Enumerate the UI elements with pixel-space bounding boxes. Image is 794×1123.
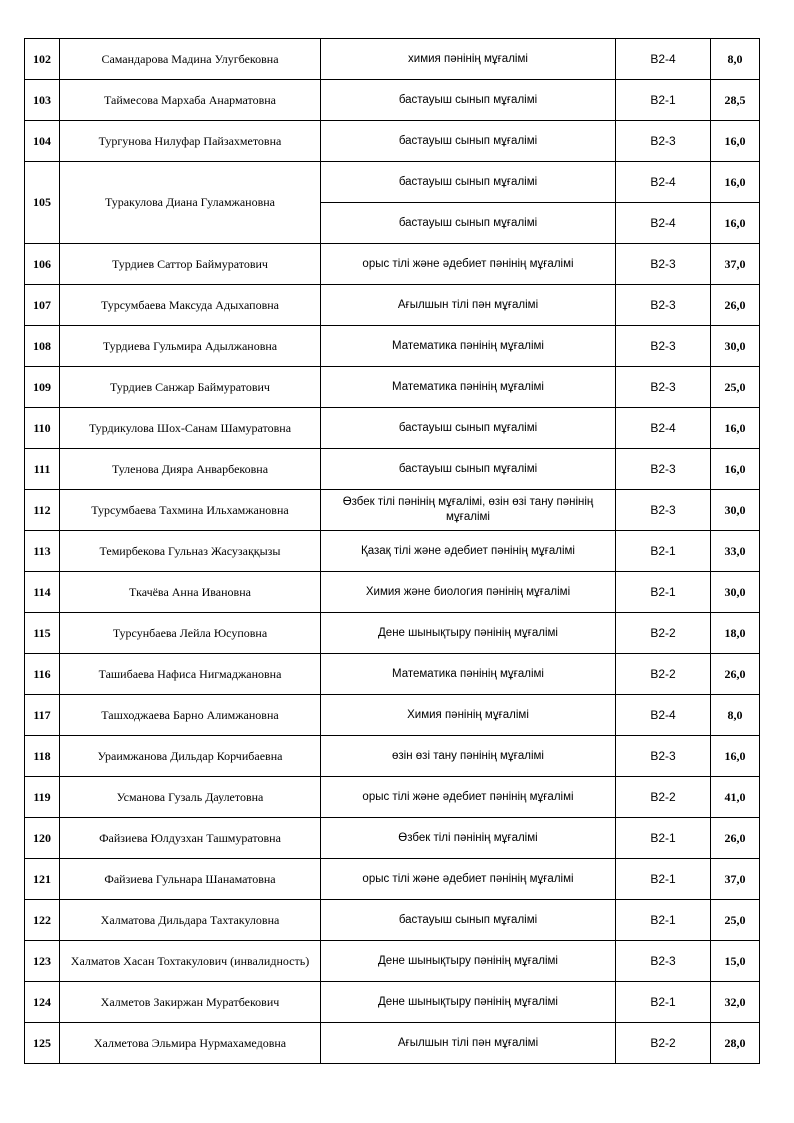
position-cell: Химия және биология пәнінің мұғалімі <box>321 572 616 613</box>
hours-cell: 16,0 <box>711 162 760 203</box>
hours-cell: 32,0 <box>711 982 760 1023</box>
row-number: 115 <box>25 613 60 654</box>
row-number: 105 <box>25 162 60 244</box>
row-number: 103 <box>25 80 60 121</box>
category-cell: В2-3 <box>616 244 711 285</box>
position-cell: бастауыш сынып мұғалімі <box>321 408 616 449</box>
position-cell: Математика пәнінің мұғалімі <box>321 654 616 695</box>
teacher-name: Халметов Закиржан Муратбекович <box>60 982 321 1023</box>
hours-cell: 33,0 <box>711 531 760 572</box>
category-cell: В2-4 <box>616 39 711 80</box>
hours-cell: 37,0 <box>711 859 760 900</box>
position-cell: Өзбек тілі пәнінің мұғалімі <box>321 818 616 859</box>
position-cell: орыс тілі және әдебиет пәнінің мұғалімі <box>321 244 616 285</box>
teacher-name: Турдиева Гульмира Адылжановна <box>60 326 321 367</box>
hours-cell: 30,0 <box>711 326 760 367</box>
position-cell: бастауыш сынып мұғалімі <box>321 449 616 490</box>
position-cell: Химия пәнінің мұғалімі <box>321 695 616 736</box>
row-number: 104 <box>25 121 60 162</box>
row-number: 116 <box>25 654 60 695</box>
table-row <box>25 39 760 80</box>
row-number: 102 <box>25 39 60 80</box>
position-cell: Ағылшын тілі пән мұғалімі <box>321 285 616 326</box>
table-row <box>25 654 760 695</box>
table-row <box>25 777 760 818</box>
position-cell: бастауыш сынып мұғалімі <box>321 80 616 121</box>
table-body <box>25 39 760 1064</box>
teacher-name: Туленова Дияра Анварбековна <box>60 449 321 490</box>
teacher-name: Турсумбаева Тахмина Ильхамжановна <box>60 490 321 531</box>
row-number: 107 <box>25 285 60 326</box>
document-page <box>24 38 759 1064</box>
position-cell: орыс тілі және әдебиет пәнінің мұғалімі <box>321 777 616 818</box>
position-cell: Дене шынықтыру пәнінің мұғалімі <box>321 613 616 654</box>
table-row <box>25 449 760 490</box>
table-row <box>25 613 760 654</box>
table-row <box>25 285 760 326</box>
hours-cell: 25,0 <box>711 367 760 408</box>
category-cell: В2-1 <box>616 982 711 1023</box>
teacher-name: Турсумбаева Максуда Адыхаповна <box>60 285 321 326</box>
position-cell: бастауыш сынып мұғалімі <box>321 203 616 244</box>
teacher-name: Турдиев Саттор Баймуратович <box>60 244 321 285</box>
category-cell: В2-2 <box>616 654 711 695</box>
row-number: 117 <box>25 695 60 736</box>
category-cell: В2-1 <box>616 859 711 900</box>
hours-cell: 30,0 <box>711 572 760 613</box>
teachers-table <box>24 38 760 1064</box>
position-cell: Дене шынықтыру пәнінің мұғалімі <box>321 941 616 982</box>
hours-cell: 25,0 <box>711 900 760 941</box>
table-row <box>25 736 760 777</box>
hours-cell: 28,5 <box>711 80 760 121</box>
teacher-name: Усманова Гузаль Даулетовна <box>60 777 321 818</box>
table-row <box>25 244 760 285</box>
table-row <box>25 982 760 1023</box>
row-number: 123 <box>25 941 60 982</box>
category-cell: В2-3 <box>616 941 711 982</box>
row-number: 120 <box>25 818 60 859</box>
row-number: 114 <box>25 572 60 613</box>
teacher-name: Турсунбаева Лейла Юсуповна <box>60 613 321 654</box>
category-cell: В2-2 <box>616 613 711 654</box>
teacher-name: Самандарова Мадина Улугбековна <box>60 39 321 80</box>
teacher-name: Тургунова Нилуфар Пайзахметовна <box>60 121 321 162</box>
table-row <box>25 818 760 859</box>
teacher-name: Турдиев Санжар Баймуратович <box>60 367 321 408</box>
table-row <box>25 162 760 203</box>
hours-cell: 15,0 <box>711 941 760 982</box>
teacher-name: Ташибаева Нафиса Нигмаджановна <box>60 654 321 695</box>
category-cell: В2-1 <box>616 80 711 121</box>
position-cell: Дене шынықтыру пәнінің мұғалімі <box>321 982 616 1023</box>
row-number: 111 <box>25 449 60 490</box>
table-row <box>25 859 760 900</box>
position-cell: Ағылшын тілі пән мұғалімі <box>321 1023 616 1064</box>
row-number: 108 <box>25 326 60 367</box>
category-cell: В2-1 <box>616 531 711 572</box>
teacher-name: Ткачёва Анна Ивановна <box>60 572 321 613</box>
row-number: 113 <box>25 531 60 572</box>
teacher-name: Темирбекова Гульназ Жасузаққызы <box>60 531 321 572</box>
row-number: 109 <box>25 367 60 408</box>
row-number: 122 <box>25 900 60 941</box>
category-cell: В2-1 <box>616 900 711 941</box>
table-row <box>25 572 760 613</box>
teacher-name: Халматова Дильдара Тахтакуловна <box>60 900 321 941</box>
row-number: 110 <box>25 408 60 449</box>
hours-cell: 37,0 <box>711 244 760 285</box>
row-number: 125 <box>25 1023 60 1064</box>
hours-cell: 18,0 <box>711 613 760 654</box>
position-cell: бастауыш сынып мұғалімі <box>321 162 616 203</box>
position-cell: Қазақ тілі және әдебиет пәнінің мұғалімі <box>321 531 616 572</box>
hours-cell: 8,0 <box>711 39 760 80</box>
row-number: 112 <box>25 490 60 531</box>
category-cell: В2-3 <box>616 121 711 162</box>
teacher-name: Ташходжаева Барно Алимжановна <box>60 695 321 736</box>
teacher-name: Файзиева Юлдузхан Ташмуратовна <box>60 818 321 859</box>
teacher-name: Таймесова Мархаба Анарматовна <box>60 80 321 121</box>
hours-cell: 26,0 <box>711 818 760 859</box>
hours-cell: 16,0 <box>711 449 760 490</box>
position-cell: Өзбек тілі пәнінің мұғалімі, өзін өзі тану пәнінің мұғалімі <box>321 490 616 531</box>
category-cell: В2-2 <box>616 1023 711 1064</box>
position-cell: химия пәнінің мұғалімі <box>321 39 616 80</box>
table-row <box>25 326 760 367</box>
hours-cell: 8,0 <box>711 695 760 736</box>
teacher-name: Туракулова Диана Гуламжановна <box>60 162 321 244</box>
table-row <box>25 941 760 982</box>
table-row <box>25 80 760 121</box>
category-cell: В2-3 <box>616 736 711 777</box>
category-cell: В2-4 <box>616 162 711 203</box>
category-cell: В2-3 <box>616 285 711 326</box>
position-cell: өзін өзі тану пәнінің мұғалімі <box>321 736 616 777</box>
row-number: 106 <box>25 244 60 285</box>
table-row <box>25 490 760 531</box>
teacher-name: Ураимжанова Дильдар Корчибаевна <box>60 736 321 777</box>
hours-cell: 30,0 <box>711 490 760 531</box>
category-cell: В2-1 <box>616 572 711 613</box>
hours-cell: 28,0 <box>711 1023 760 1064</box>
category-cell: В2-4 <box>616 695 711 736</box>
row-number: 121 <box>25 859 60 900</box>
category-cell: В2-1 <box>616 818 711 859</box>
teacher-name: Турдикулова Шох-Санам Шамуратовна <box>60 408 321 449</box>
table-row <box>25 1023 760 1064</box>
hours-cell: 16,0 <box>711 408 760 449</box>
table-row <box>25 121 760 162</box>
category-cell: В2-3 <box>616 449 711 490</box>
hours-cell: 26,0 <box>711 654 760 695</box>
position-cell: бастауыш сынып мұғалімі <box>321 900 616 941</box>
position-cell: Математика пәнінің мұғалімі <box>321 326 616 367</box>
category-cell: В2-2 <box>616 777 711 818</box>
category-cell: В2-3 <box>616 490 711 531</box>
position-cell: орыс тілі және әдебиет пәнінің мұғалімі <box>321 859 616 900</box>
category-cell: В2-3 <box>616 367 711 408</box>
category-cell: В2-4 <box>616 408 711 449</box>
row-number: 118 <box>25 736 60 777</box>
row-number: 124 <box>25 982 60 1023</box>
teacher-name: Файзиева Гульнара Шанаматовна <box>60 859 321 900</box>
category-cell: В2-4 <box>616 203 711 244</box>
teacher-name: Халматов Хасан Тохтакулович (инвалидность) <box>60 941 321 982</box>
table-row <box>25 531 760 572</box>
table-row <box>25 408 760 449</box>
hours-cell: 26,0 <box>711 285 760 326</box>
position-cell: бастауыш сынып мұғалімі <box>321 121 616 162</box>
teacher-name: Халметова Эльмира Нурмахамедовна <box>60 1023 321 1064</box>
hours-cell: 16,0 <box>711 203 760 244</box>
hours-cell: 16,0 <box>711 121 760 162</box>
category-cell: В2-3 <box>616 326 711 367</box>
table-row <box>25 695 760 736</box>
table-row <box>25 900 760 941</box>
hours-cell: 16,0 <box>711 736 760 777</box>
hours-cell: 41,0 <box>711 777 760 818</box>
position-cell: Математика пәнінің мұғалімі <box>321 367 616 408</box>
table-row <box>25 367 760 408</box>
row-number: 119 <box>25 777 60 818</box>
